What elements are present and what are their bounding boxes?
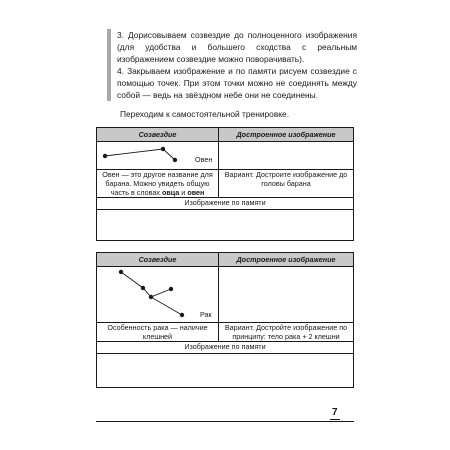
column-header-constellation: Созвездие bbox=[97, 253, 219, 267]
star bbox=[173, 158, 177, 162]
memory-drawing-area bbox=[97, 354, 354, 388]
star bbox=[169, 287, 173, 291]
constellation-table-aries bbox=[96, 127, 354, 241]
constellation-description: Особенность рака — наличие клешней bbox=[97, 323, 219, 342]
constellation-drawing-cell bbox=[97, 267, 219, 323]
page-footer-rule bbox=[96, 421, 354, 422]
constellation-description: Овен — это другое название для барана. Можно увидеть общую часть в словах овца и овен bbox=[97, 170, 219, 198]
completion-hint: Вариант. Достройте изображение по принципу: тело рака + 2 клешни bbox=[219, 323, 354, 342]
column-header-completed-image: Достроенное изображение bbox=[219, 128, 354, 142]
star bbox=[161, 147, 165, 151]
star bbox=[103, 154, 107, 158]
memory-drawing-title: Изображение по памяти bbox=[97, 198, 354, 210]
star bbox=[119, 270, 123, 274]
highlight-word: овца bbox=[161, 188, 180, 197]
constellation-drawing-cell bbox=[97, 142, 219, 170]
star bbox=[149, 295, 153, 299]
column-header-constellation: Созвездие bbox=[97, 128, 219, 142]
column-header-completed-image: Достроенное изображение bbox=[219, 253, 354, 267]
page-number: 7 bbox=[332, 407, 338, 418]
constellation-name-label: Овен bbox=[195, 155, 213, 164]
completed-image-cell bbox=[219, 267, 354, 323]
star bbox=[180, 313, 184, 317]
constellation-table-cancer bbox=[96, 252, 354, 388]
instruction-step-4: 4. Закрываем изображение и по памяти рисуем созвездие с помощью точек. При этом точки можно не соединять между собой — ведь на звёздном небе они не соединены. bbox=[117, 66, 357, 100]
completed-image-cell bbox=[219, 142, 354, 170]
memory-drawing-area bbox=[97, 210, 354, 241]
constellation-name-label: Рак bbox=[200, 310, 212, 319]
completion-hint: Вариант. Достроите изображение до головы барана bbox=[219, 170, 354, 198]
highlight-word: овен bbox=[187, 188, 205, 197]
memory-drawing-title: Изображение по памяти bbox=[97, 342, 354, 354]
intro-text: Переходим к самостоятельной тренировке. bbox=[120, 109, 290, 119]
instructions-block bbox=[107, 29, 357, 101]
instruction-step-3: 3. Дорисовываем созвездие до полноценного изображения (для удобства и большего сходства с реальным изображением созвездие можно поворачивать). bbox=[117, 30, 357, 64]
star bbox=[141, 286, 145, 290]
